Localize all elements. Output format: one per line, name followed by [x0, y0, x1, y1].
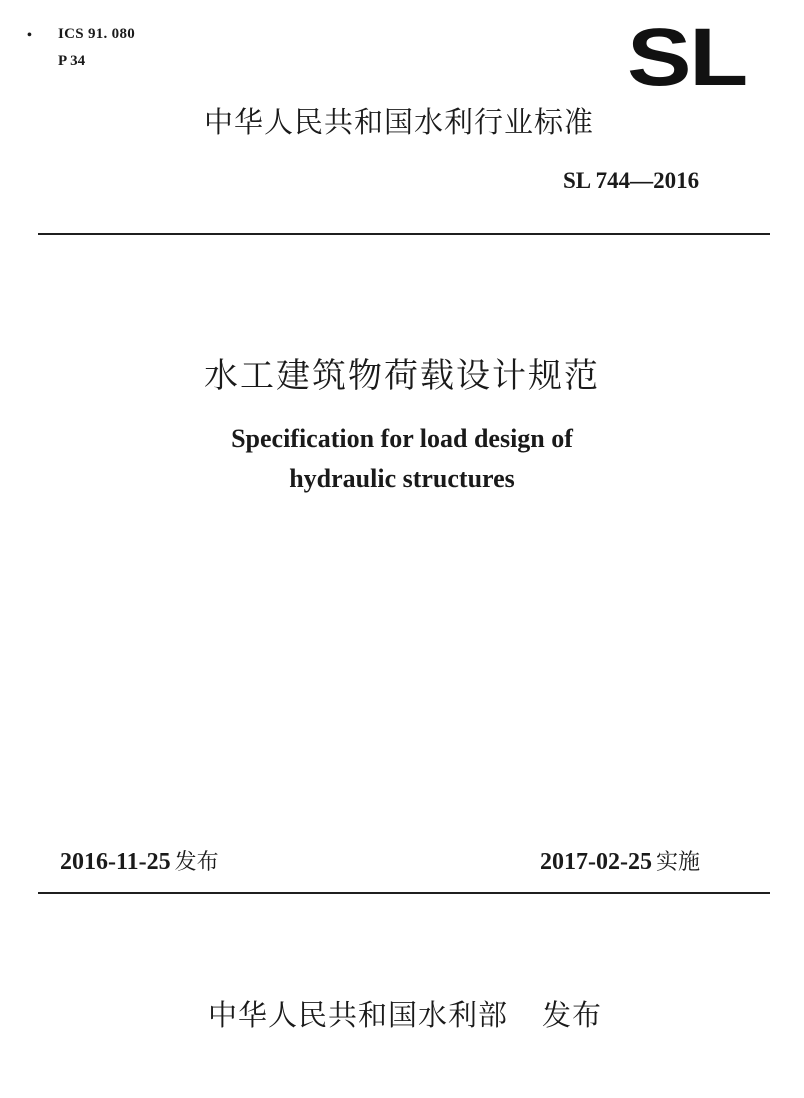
issue-date-label: 发布 [174, 850, 219, 875]
publisher-name: 中华人民共和国水利部 [208, 998, 509, 1032]
issue-date-value: 2016-11-25 [60, 849, 171, 875]
bottom-divider [38, 892, 770, 894]
top-divider [38, 233, 770, 235]
implementation-date [540, 845, 700, 876]
ics-code: ICS 91. 080 [58, 26, 136, 42]
standard-number: SL 744—2016 [563, 168, 700, 193]
document-title-english-line2: hydraulic structures [289, 464, 515, 493]
bullet-mark: • [27, 28, 32, 43]
ccs-code: P 34 [58, 53, 86, 69]
implementation-date-value: 2017-02-25 [540, 849, 652, 875]
document-title-english-line1: Specification for load design of [231, 424, 573, 453]
implementation-date-label: 实施 [655, 850, 700, 875]
document-title-chinese: 水工建筑物荷载设计规范 [204, 356, 600, 396]
sl-logo: SL [627, 12, 746, 103]
publisher-action: 发布 [542, 998, 603, 1032]
industry-standard-title: 中华人民共和国水利行业标准 [204, 105, 595, 139]
publisher [208, 993, 602, 1034]
issue-date [60, 845, 219, 876]
